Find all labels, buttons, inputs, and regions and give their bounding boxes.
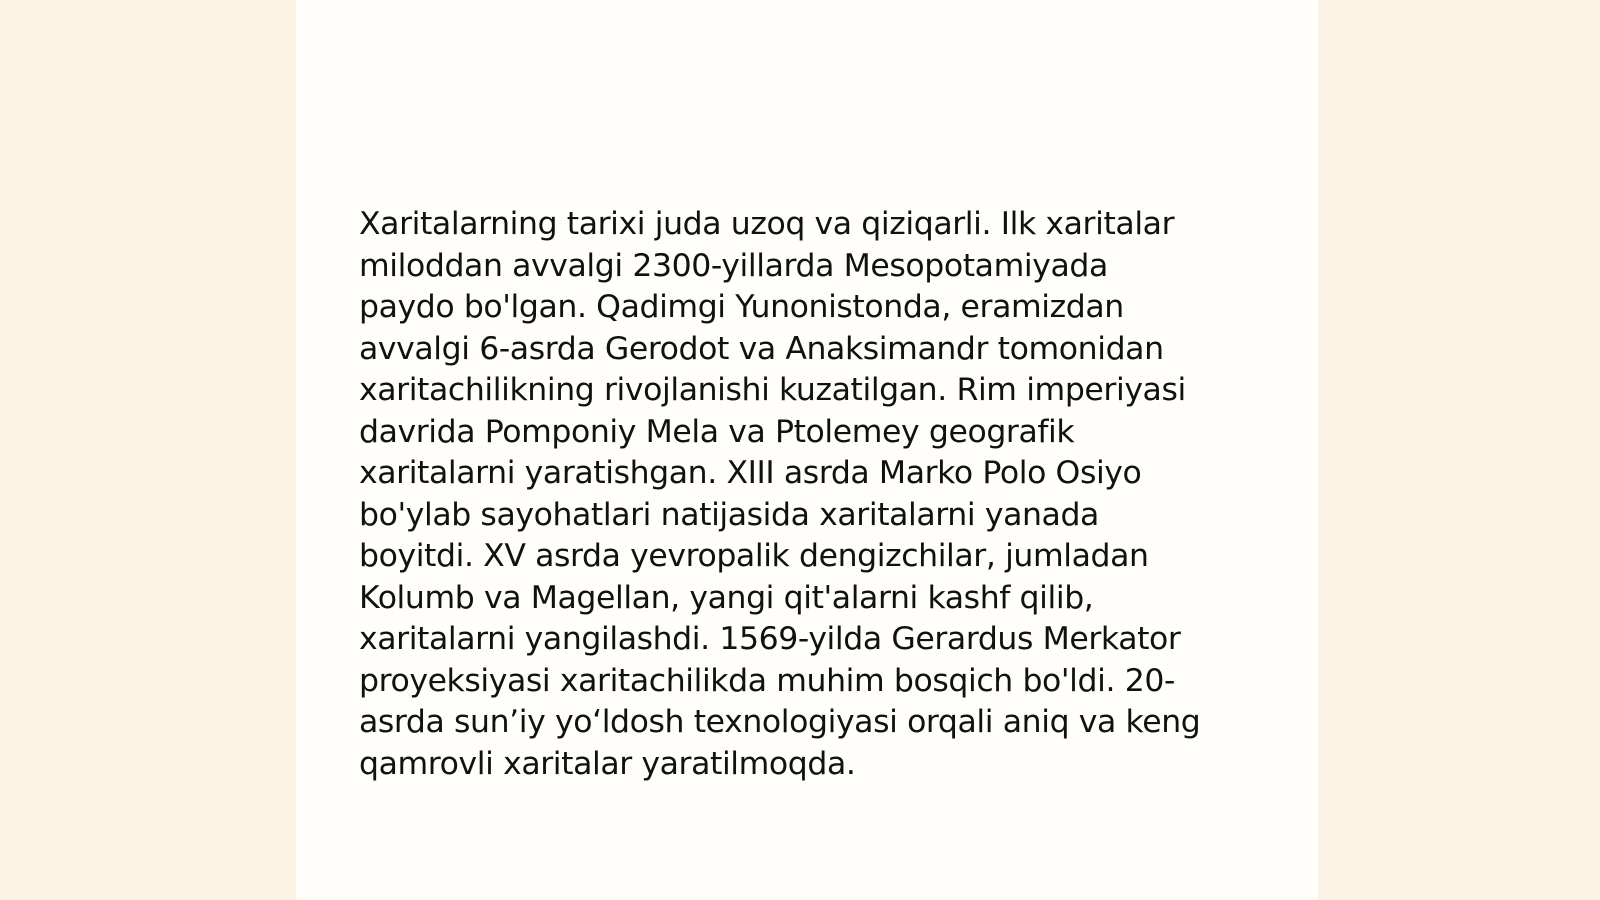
paragraph-line: qamrovli xaritalar yaratilmoqda. [359,745,856,782]
paragraph-line: Xaritalarning tarixi juda uzoq va qiziqarli. Ilk xaritalar [359,206,1175,242]
paragraph-line: boyitdi. XV asrda yevropalik dengizchilar, jumladan [359,538,1149,574]
paragraph-line: xaritalarni yaratishgan. XIII asrda Marko Polo Osiyo [359,455,1142,491]
body-paragraph [359,204,1264,785]
paragraph-line: Kolumb va Magellan, yangi qit'alarni kashf qilib, [359,579,1094,616]
document-page [296,0,1318,900]
paragraph-line: davrida Pomponiy Mela va Ptolemey geografik [359,413,1075,450]
paragraph-line: asrda sun’iy yo‘ldosh texnologiyasi orqali aniq va keng [359,704,1201,740]
paragraph-line: xaritalarni yangilashdi. 1569-yilda Gerardus Merkator [359,621,1181,657]
paragraph-line: bo'ylab sayohatlari natijasida xaritalarni yanada [359,496,1099,533]
paragraph-line: avvalgi 6-asrda Gerodot va Anaksimandr tomonidan [359,330,1164,367]
paragraph-line: xaritachilikning rivojlanishi kuzatilgan. Rim imperiyasi [359,372,1186,408]
paragraph-line: paydo bo'lgan. Qadimgi Yunonistonda, eramizdan [359,289,1124,325]
paragraph-line: proyeksiyasi xaritachilikda muhim bosqich bo'ldi. 20- [359,662,1175,699]
paragraph-line: miloddan avvalgi 2300-yillarda Mesopotamiyada [359,247,1108,284]
